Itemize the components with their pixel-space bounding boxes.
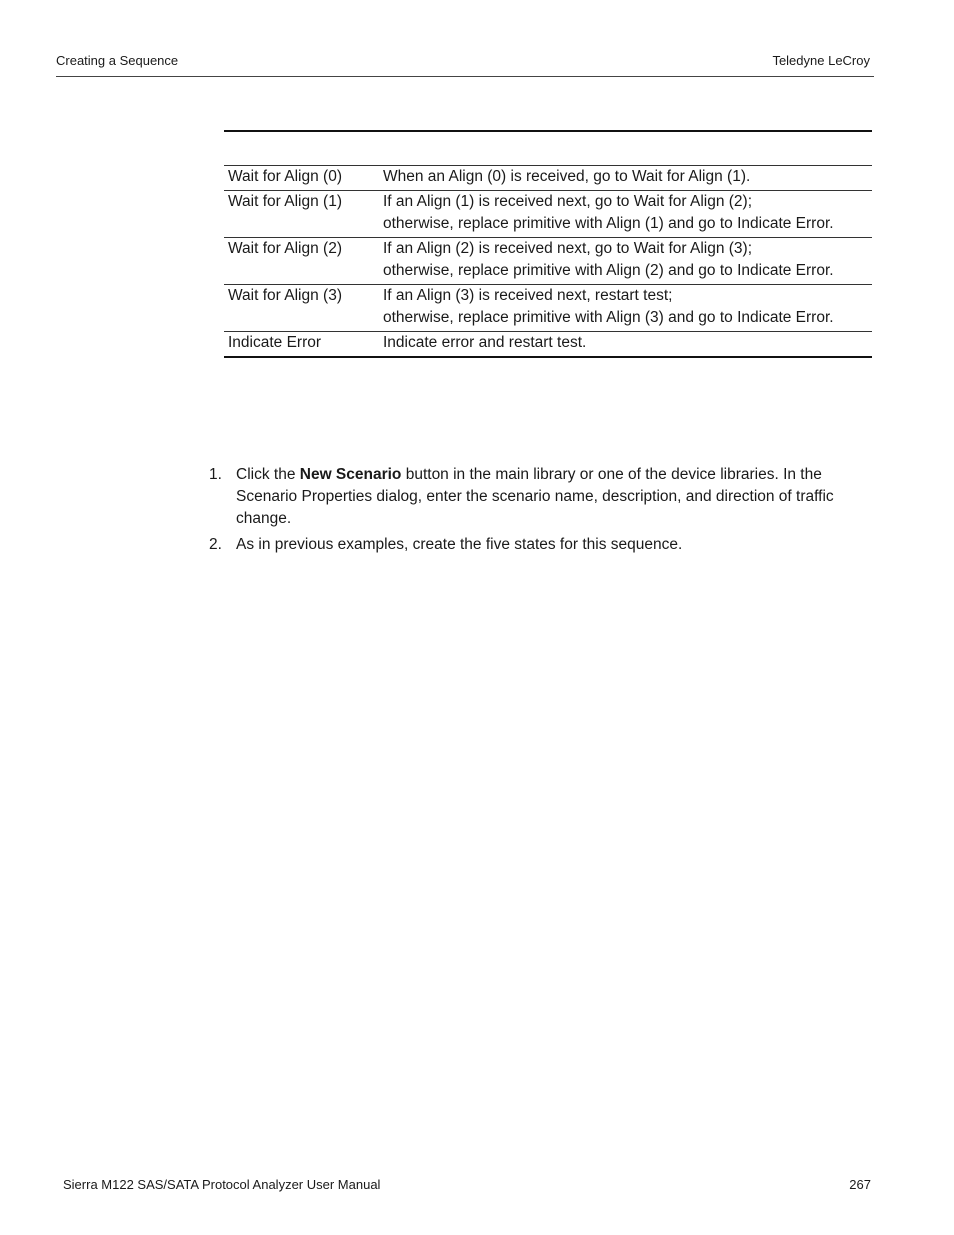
step-text-post: button in the main library or one of the device libraries. In the Scenario Properties dialog, enter the scenario name, description, and direction of traffic change. [236,466,834,527]
page-number: 267 [849,1177,871,1192]
step-text [236,536,682,553]
list-item [206,464,872,530]
state-name-cell: Wait for Align (2) [224,238,379,285]
state-description-cell [379,191,872,238]
state-description-cell [379,285,872,332]
table-row [224,285,872,332]
page-header [56,52,874,77]
description-line: otherwise, replace primitive with Align (3) and go to Indicate Error. [383,309,834,326]
description-line: otherwise, replace primitive with Align (1) and go to Indicate Error. [383,215,834,232]
state-table [224,130,872,358]
company-name: Teledyne LeCroy [772,53,870,68]
state-name-cell: Wait for Align (3) [224,285,379,332]
table-row [224,238,872,285]
step-text [236,466,834,527]
manual-title: Sierra M122 SAS/SATA Protocol Analyzer User Manual [63,1177,381,1192]
state-name-cell: Indicate Error [224,332,379,358]
table-row [224,332,872,358]
state-table-body [224,166,872,358]
state-name-cell: Wait for Align (1) [224,191,379,238]
state-description-cell [379,332,872,358]
description-line: If an Align (1) is received next, go to Wait for Align (2); [383,193,753,210]
section-title: Creating a Sequence [56,53,179,68]
table-header-row [224,132,872,166]
step-number: 1. [209,466,222,483]
state-description-cell [379,166,872,191]
table-row [224,191,872,238]
step-text-pre: Click the [236,466,300,483]
description-line: If an Align (2) is received next, go to Wait for Align (3); [383,240,753,257]
description-line: When an Align (0) is received, go to Wait for Align (1). [383,168,751,185]
table-row [224,166,872,191]
list-item [206,534,872,556]
description-line: Indicate error and restart test. [383,334,587,351]
state-description-cell [379,238,872,285]
procedure-steps [206,464,872,560]
description-line: otherwise, replace primitive with Align (2) and go to Indicate Error. [383,262,834,279]
description-line: If an Align (3) is received next, restart test; [383,287,673,304]
step-text-pre: As in previous examples, create the five states for this sequence. [236,536,683,553]
page-footer [63,1177,871,1192]
step-number: 2. [209,536,222,553]
button-name-emphasis: New Scenario [299,466,402,483]
state-name-cell: Wait for Align (0) [224,166,379,191]
